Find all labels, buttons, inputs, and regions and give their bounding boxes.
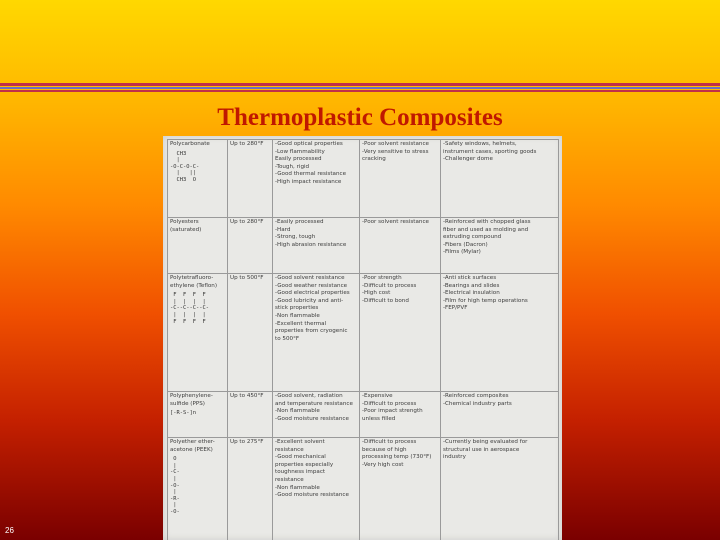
cell-line: acetone (PEEK) <box>170 446 213 453</box>
properties-cell <box>273 438 360 540</box>
chemical-structure: F F F F | | | | -C--C--C--C- | | | | F F F F <box>170 292 209 325</box>
limitations-cell <box>360 392 441 438</box>
cell-line: -Good moisture resistance <box>275 492 349 499</box>
cell-line: -Very sensitive to stress <box>362 148 429 155</box>
material-cell <box>168 218 228 274</box>
cell-line: ethylene (Teflon) <box>170 282 218 289</box>
cell-line: processing temp (730°F) <box>362 454 432 461</box>
cell-line: -Poor solvent resistance <box>362 219 429 225</box>
limitations-cell <box>360 438 441 540</box>
cell-line: -Tough, rigid <box>275 163 310 170</box>
cell-line: because of high <box>362 446 407 453</box>
cell-line: -Difficult to process <box>362 439 417 445</box>
cell-line: properties especially <box>275 461 334 468</box>
cell-line: Polyether ether- <box>170 439 215 445</box>
cell-line: resistance <box>275 446 304 453</box>
table-row <box>168 140 559 218</box>
slide-title: Thermoplastic Composites <box>217 104 503 131</box>
cell-line: Polyesters <box>170 219 199 225</box>
scanned-table-image <box>163 136 562 540</box>
cell-line: Up to 450°F <box>230 393 264 399</box>
cell-line: fiber and used as molding and <box>443 226 529 233</box>
cell-line: -FEP/PVF <box>443 305 468 312</box>
cell-line: -Electrical insulation <box>443 290 500 297</box>
cell-line: -Fibers (Dacron) <box>443 241 488 248</box>
applications-cell <box>441 438 559 540</box>
cell-line: -Bearings and slides <box>443 282 500 289</box>
thermoplastic-table <box>167 139 559 540</box>
cell-line: -Good solvent, radiation <box>275 393 343 399</box>
cell-line: sulfide (PPS) <box>170 400 205 407</box>
cell-line: -Currently being evaluated for <box>443 439 528 445</box>
table-row <box>168 274 559 392</box>
cell-line: -Poor impact strength <box>362 408 423 415</box>
limitations-cell <box>360 274 441 392</box>
cell-line: extruding compound <box>443 234 502 241</box>
table-row <box>168 392 559 438</box>
applications-cell <box>441 392 559 438</box>
cell-line: -Reinforced with chopped glass <box>443 219 531 225</box>
header-rule-bottom <box>0 90 720 92</box>
cell-line: structural use in aerospace <box>443 446 520 453</box>
temperature-cell <box>228 140 273 218</box>
cell-line: -Safety windows, helmets, <box>443 141 517 147</box>
slide-number: 26 <box>5 526 14 535</box>
cell-line: Polyphenylene- <box>170 393 213 399</box>
chemical-structure: [-R-S-]n <box>170 410 196 417</box>
chemical-structure: O | -C- | -O- | -R- | -O- <box>170 456 180 515</box>
cell-line: resistance <box>275 476 304 483</box>
cell-line: -Challenger dome <box>443 156 493 163</box>
cell-line: -Non flammable <box>275 484 320 491</box>
cell-line: to 500°F <box>275 335 300 342</box>
material-cell <box>168 392 228 438</box>
cell-line: -Difficult to process <box>362 400 417 407</box>
header-rule-top <box>0 83 720 86</box>
cell-line: -Expensive <box>362 393 393 399</box>
cell-line: -Good weather resistance <box>275 282 348 289</box>
material-cell <box>168 274 228 392</box>
cell-line: and temperature resistance <box>275 400 353 407</box>
cell-line: -Non flammable <box>275 408 320 415</box>
cell-line: -Good moisture resistance <box>275 415 349 422</box>
cell-line: -Poor strength <box>362 275 402 281</box>
header-rule-middle <box>0 87 720 89</box>
cell-line: -Difficult to process <box>362 282 417 289</box>
cell-line: -High cost <box>362 290 391 297</box>
cell-line: -Films (Mylar) <box>443 249 481 256</box>
chemical-structure: CH3 | -O-C-O-C- | || CH3 O <box>170 150 200 183</box>
cell-line: -Excellent thermal <box>275 320 327 327</box>
cell-line: (saturated) <box>170 226 202 233</box>
cell-line: unless filled <box>362 415 396 422</box>
cell-line: Easily processed <box>275 156 322 163</box>
temperature-cell <box>228 218 273 274</box>
properties-cell <box>273 274 360 392</box>
cell-line: -Anti stick surfaces <box>443 275 497 281</box>
temperature-cell <box>228 392 273 438</box>
cell-line: -Very high cost <box>362 461 404 468</box>
cell-line: -Easily processed <box>275 219 324 225</box>
cell-line: Up to 500°F <box>230 275 264 281</box>
cell-line: -Strong, tough <box>275 234 316 241</box>
limitations-cell <box>360 140 441 218</box>
applications-cell <box>441 274 559 392</box>
cell-line: -Good optical properties <box>275 141 343 147</box>
applications-cell <box>441 140 559 218</box>
cell-line: properties from cryogenic <box>275 328 348 335</box>
material-cell <box>168 140 228 218</box>
cell-line: -Good electrical properties <box>275 290 350 297</box>
cell-line: Up to 275°F <box>230 439 264 445</box>
table-row <box>168 218 559 274</box>
cell-line: toughness impact <box>275 469 326 476</box>
cell-line: -Difficult to bond <box>362 297 409 304</box>
temperature-cell <box>228 438 273 540</box>
temperature-cell <box>228 274 273 392</box>
cell-line: Up to 280°F <box>230 141 264 147</box>
cell-line: stick properties <box>275 305 319 312</box>
limitations-cell <box>360 218 441 274</box>
applications-cell <box>441 218 559 274</box>
cell-line: -Film for high temp operations <box>443 297 528 304</box>
properties-cell <box>273 140 360 218</box>
properties-cell <box>273 392 360 438</box>
cell-line: -High abrasion resistance <box>275 241 347 248</box>
cell-line: -Hard <box>275 226 291 233</box>
cell-line: -Non flammable <box>275 312 320 319</box>
properties-cell <box>273 218 360 274</box>
material-cell <box>168 438 228 540</box>
cell-line: -Poor solvent resistance <box>362 141 429 147</box>
cell-line: -Good solvent resistance <box>275 275 345 281</box>
cell-line: -Good lubricity and anti- <box>275 297 344 304</box>
cell-line: -Low flammability <box>275 148 325 155</box>
cell-line: instrument cases, sporting goods <box>443 148 537 155</box>
cell-line: -Reinforced composites <box>443 393 509 399</box>
cell-line: Polycarbonate <box>170 141 210 147</box>
cell-line: Up to 280°F <box>230 219 264 225</box>
cell-line: -Chemical industry parts <box>443 400 512 407</box>
cell-line: -Good mechanical <box>275 454 326 461</box>
table-row <box>168 438 559 540</box>
cell-line: -Good thermal resistance <box>275 171 347 178</box>
cell-line: Polytetrafluoro- <box>170 275 214 281</box>
cell-line: -Excellent solvent <box>275 439 325 445</box>
cell-line: industry <box>443 454 466 461</box>
cell-line: cracking <box>362 156 386 163</box>
cell-line: -High impact resistance <box>275 178 342 185</box>
